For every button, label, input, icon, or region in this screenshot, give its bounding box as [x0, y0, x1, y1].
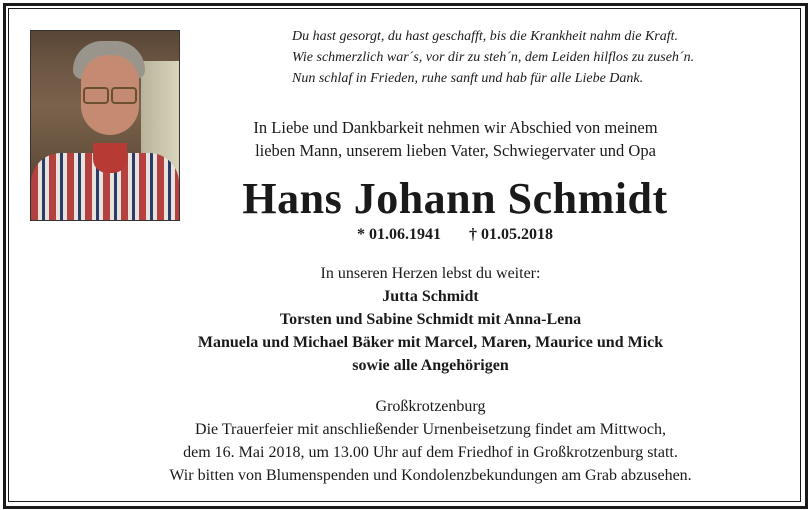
poem: [292, 26, 792, 89]
intro-text: [128, 116, 783, 162]
service-line: dem 16. Mai 2018, um 13.00 Uhr auf dem Friedhof in Großkrotzenburg statt.: [183, 444, 678, 461]
mourner-line: sowie alle Angehörigen: [352, 357, 509, 374]
birth-date: * 01.06.1941: [357, 226, 441, 243]
death-date: † 01.05.2018: [469, 226, 553, 243]
intro-line: lieben Mann, unserem lieben Vater, Schwiegervater und Opa: [255, 141, 656, 160]
mourner-line: Manuela und Michael Bäker mit Marcel, Maren, Maurice und Mick: [197, 334, 664, 351]
mourner-line: Torsten und Sabine Schmidt mit Anna-Lena: [279, 311, 582, 328]
service-line: Wir bitten von Blumenspenden und Kondolenzbekundungen am Grab abzusehen.: [169, 467, 692, 484]
service-line: Die Trauerfeier mit anschließender Urnenbeisetzung findet am Mittwoch,: [195, 421, 666, 438]
poem-line: Nun schlaf in Frieden, ruhe sanft und hab für alle Liebe Dank.: [292, 71, 644, 86]
life-dates: [100, 224, 809, 246]
deceased-name: Hans Johann Schmidt: [242, 174, 668, 223]
service-info: [52, 395, 809, 487]
poem-line: Du hast gesorgt, du hast geschafft, bis die Krankheit nahm die Kraft.: [292, 29, 679, 44]
service-place: Großkrotzenburg: [375, 398, 486, 415]
poem-line: Wie schmerzlich war´s, vor dir zu steh´n, dem Leiden hilflos zu zuseh´n.: [292, 50, 695, 65]
mourner-line: Jutta Schmidt: [382, 288, 479, 305]
mourners-block: [52, 262, 809, 377]
mourners-heading: In unseren Herzen lebst du weiter:: [320, 265, 541, 282]
intro-line: In Liebe und Dankbarkeit nehmen wir Abschied von meinem: [253, 118, 658, 137]
